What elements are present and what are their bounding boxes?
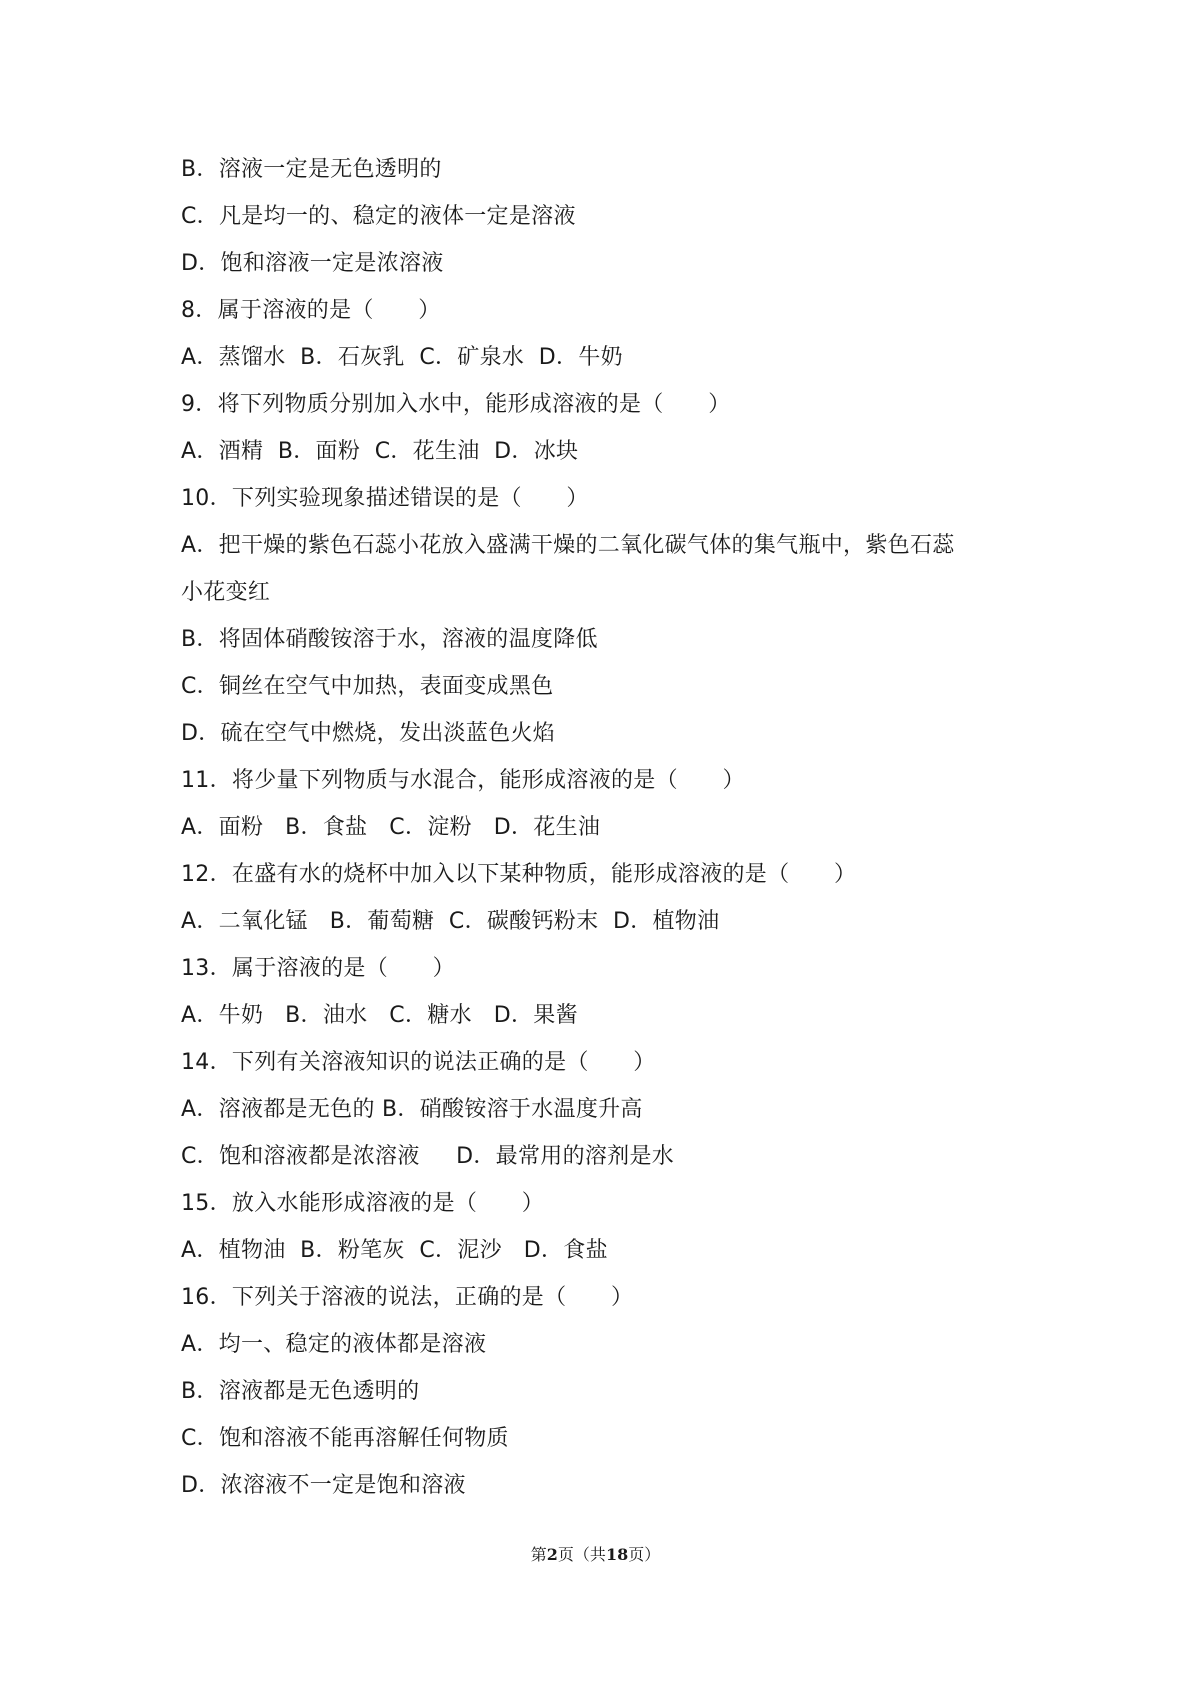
footer-suffix: 页） [628, 1545, 661, 1564]
text-line: C．凡是均一的、稳定的液体一定是溶液 [181, 204, 576, 229]
footer-prefix: 第 [530, 1545, 547, 1564]
question-16-option-a: A．均一、稳定的液体都是溶液 [181, 1332, 487, 1357]
question-14-options-ab: A．溶液都是无色的 B．硝酸铵溶于水温度升高 [181, 1097, 643, 1122]
question-content [181, 146, 1041, 1509]
footer-middle: 页（共 [557, 1545, 606, 1564]
current-page-number: 2 [546, 1545, 558, 1564]
question-13: 13．属于溶液的是（ ） [181, 956, 455, 981]
question-14: 14．下列有关溶液知识的说法正确的是（ ） [181, 1050, 656, 1075]
question-10-option-d: D．硫在空气中燃烧，发出淡蓝色火焰 [181, 721, 556, 746]
total-page-count: 18 [605, 1545, 629, 1564]
question-9-options: A．酒精 B．面粉 C．花生油 D．冰块 [181, 439, 579, 464]
question-8: 8．属于溶液的是（ ） [181, 298, 441, 323]
question-15-options: A．植物油 B．粉笔灰 C．泥沙 D．食盐 [181, 1238, 608, 1263]
question-12-options: A．二氧化锰 B．葡萄糖 C．碳酸钙粉末 D．植物油 [181, 909, 720, 934]
question-10-option-a: A．把干燥的紫色石蕊小花放入盛满干燥的二氧化碳气体的集气瓶中，紫色石蕊 [181, 533, 955, 558]
question-10-option-c: C．铜丝在空气中加热，表面变成黑色 [181, 674, 554, 699]
question-11: 11．将少量下列物质与水混合，能形成溶液的是（ ） [181, 768, 745, 793]
question-14-options-cd: C．饱和溶液都是浓溶液 D．最常用的溶剂是水 [181, 1144, 675, 1169]
question-9: 9．将下列物质分别加入水中，能形成溶液的是（ ） [181, 392, 731, 417]
question-12: 12．在盛有水的烧杯中加入以下某种物质，能形成溶液的是（ ） [181, 862, 857, 887]
question-16-option-d: D．浓溶液不一定是饱和溶液 [181, 1473, 466, 1498]
question-16: 16．下列关于溶液的说法，正确的是（ ） [181, 1285, 634, 1310]
question-8-options: A．蒸馏水 B．石灰乳 C．矿泉水 D．牛奶 [181, 345, 623, 370]
question-10-option-a-cont: 小花变红 [181, 580, 271, 605]
question-15: 15．放入水能形成溶液的是（ ） [181, 1191, 545, 1216]
page-number-footer [0, 1542, 1191, 1565]
text-line: D．饱和溶液一定是浓溶液 [181, 251, 444, 276]
question-10: 10．下列实验现象描述错误的是（ ） [181, 486, 589, 511]
question-10-option-b: B．将固体硝酸铵溶于水，溶液的温度降低 [181, 627, 598, 652]
question-16-option-b: B．溶液都是无色透明的 [181, 1379, 420, 1404]
question-16-option-c: C．饱和溶液不能再溶解任何物质 [181, 1426, 509, 1451]
text-line: B．溶液一定是无色透明的 [181, 157, 442, 182]
question-13-options: A．牛奶 B．油水 C．糖水 D．果酱 [181, 1003, 578, 1028]
question-11-options: A．面粉 B．食盐 C．淀粉 D．花生油 [181, 815, 601, 840]
